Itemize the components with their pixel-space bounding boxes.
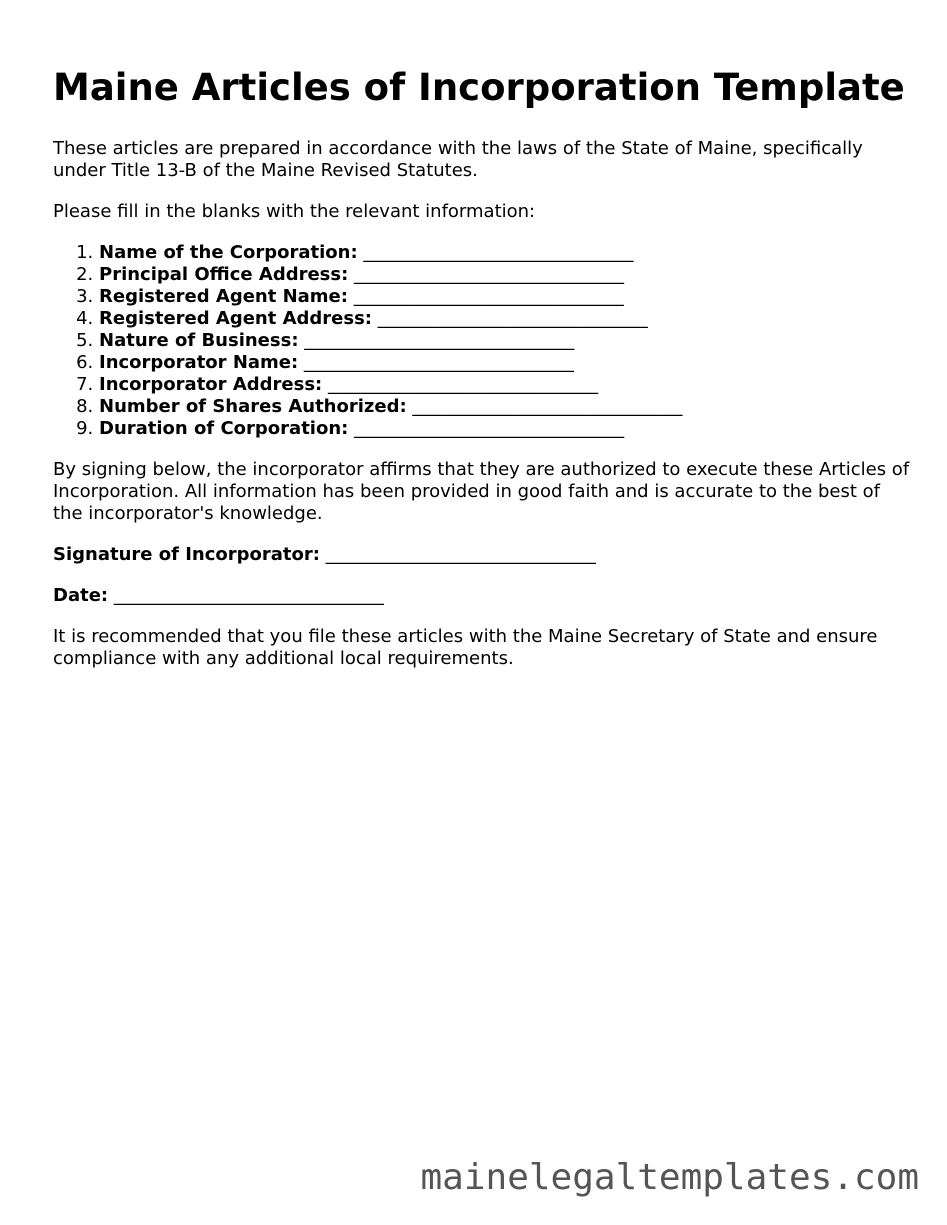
field-item-incorporator-name [99, 352, 913, 374]
blank-line: ______________________________ [304, 330, 575, 351]
date-line [53, 585, 913, 607]
page-title: Maine Articles of Incorporation Template [53, 66, 905, 109]
field-label: Registered Agent Name: [99, 286, 348, 307]
field-label: Name of the Corporation: [99, 242, 358, 263]
field-item-principal-office-address [99, 264, 913, 286]
blank-line: ______________________________ [353, 286, 624, 307]
blank-line: ______________________________ [412, 396, 683, 417]
watermark: mainelegaltemplates.com [420, 1157, 919, 1198]
field-label: Registered Agent Address: [99, 308, 373, 329]
blank-line: ______________________________ [327, 374, 598, 395]
date-label: Date: [53, 585, 109, 606]
document-page [53, 66, 913, 670]
field-label: Incorporator Name: [99, 352, 299, 373]
field-item-registered-agent-address [99, 308, 913, 330]
signature-line [53, 544, 913, 566]
field-list [53, 242, 913, 440]
recommendation-paragraph: It is recommended that you file these articles with the Maine Secretary of State and ensure compliance with any additional local requirements. [53, 626, 878, 669]
blank-line: ______________________________ [363, 242, 634, 263]
instructions-paragraph: Please fill in the blanks with the relevant information: [53, 201, 536, 222]
field-label: Nature of Business: [99, 330, 299, 351]
blank-line: ______________________________ [354, 264, 625, 285]
field-item-shares-authorized [99, 396, 913, 418]
blank-line: ______________________________ [325, 544, 596, 565]
affirmation-paragraph: By signing below, the incorporator affirms that they are authorized to execute these Articles of Incorporation. All information has been provided in good faith and is accurate to the best of the incorporator's knowledge. [53, 459, 910, 524]
field-label: Duration of Corporation: [99, 418, 349, 439]
blank-line: ______________________________ [303, 352, 574, 373]
field-label: Principal Office Address: [99, 264, 349, 285]
signature-label: Signature of Incorporator: [53, 544, 320, 565]
blank-line: ______________________________ [354, 418, 625, 439]
field-label: Number of Shares Authorized: [99, 396, 407, 417]
field-label: Incorporator Address: [99, 374, 323, 395]
field-item-registered-agent-name [99, 286, 913, 308]
field-item-nature-of-business [99, 330, 913, 352]
field-item-incorporator-address [99, 374, 913, 396]
intro-paragraph: These articles are prepared in accordance with the laws of the State of Maine, specifically under Title 13-B of the Maine Revised Statutes. [53, 138, 863, 181]
blank-line: ______________________________ [377, 308, 648, 329]
blank-line: ______________________________ [113, 585, 384, 606]
field-item-duration [99, 418, 913, 440]
field-item-corporation-name [99, 242, 913, 264]
